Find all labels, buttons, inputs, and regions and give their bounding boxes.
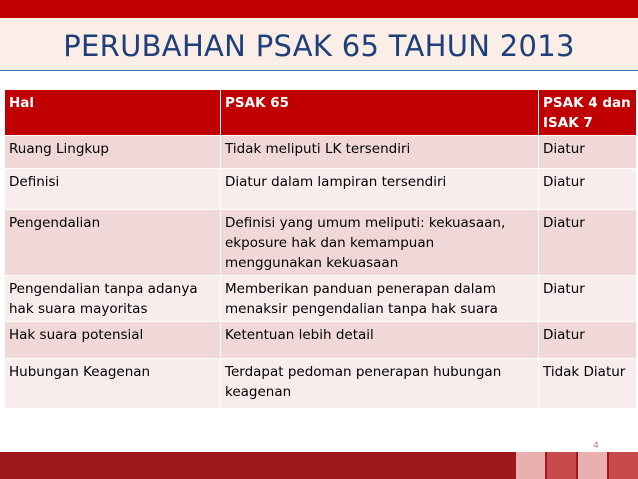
cell-psak-65: Terdapat pedoman penerapan hubungan keagenan: [221, 359, 539, 409]
header-psak-4-isak-7: PSAK 4 dan ISAK 7: [539, 90, 637, 136]
cell-hal: Hubungan Keagenan: [5, 359, 221, 409]
cell-psak-65: Memberikan panduan penerapan dalam menaksir pengendalian tanpa hak suara: [221, 276, 539, 322]
table-row: [5, 322, 637, 359]
slide-title: PERUBAHAN PSAK 65 TAHUN 2013: [63, 29, 575, 63]
top-accent-bar: [0, 0, 638, 18]
cell-psak-65: Definisi yang umum meliputi: kekuasaan, ekposure hak dan kemampuan menggunakan kekuasaan: [221, 210, 539, 276]
cell-hal: Definisi: [5, 169, 221, 210]
cell-hal: Pengendalian: [5, 210, 221, 276]
table-row: [5, 276, 637, 322]
cell-psak-4: Diatur: [539, 169, 637, 210]
footer-decor-square: [609, 452, 638, 479]
cell-hal: Pengendalian tanpa adanya hak suara mayoritas: [5, 276, 221, 322]
table-row: [5, 210, 637, 276]
cell-hal: Hak suara potensial: [5, 322, 221, 359]
table-row: [5, 136, 637, 169]
header-hal: Hal: [5, 90, 221, 136]
footer-decor-square: [547, 452, 576, 479]
page-number: 4: [593, 440, 599, 450]
cell-hal: Ruang Lingkup: [5, 136, 221, 169]
footer-decor-square: [578, 452, 607, 479]
table-row: [5, 359, 637, 409]
table-header-row: [5, 90, 637, 136]
cell-psak-4: Tidak Diatur: [539, 359, 637, 409]
cell-psak-4: Diatur: [539, 276, 637, 322]
cell-psak-4: Diatur: [539, 322, 637, 359]
header-psak-65: PSAK 65: [221, 90, 539, 136]
cell-psak-65: Ketentuan lebih detail: [221, 322, 539, 359]
cell-psak-4: Diatur: [539, 136, 637, 169]
cell-psak-65: Tidak meliputi LK tersendiri: [221, 136, 539, 169]
table-row: [5, 169, 637, 210]
comparison-table: [4, 89, 637, 409]
cell-psak-4: Diatur: [539, 210, 637, 276]
cell-psak-65: Diatur dalam lampiran tersendiri: [221, 169, 539, 210]
footer-decor-square: [516, 452, 545, 479]
